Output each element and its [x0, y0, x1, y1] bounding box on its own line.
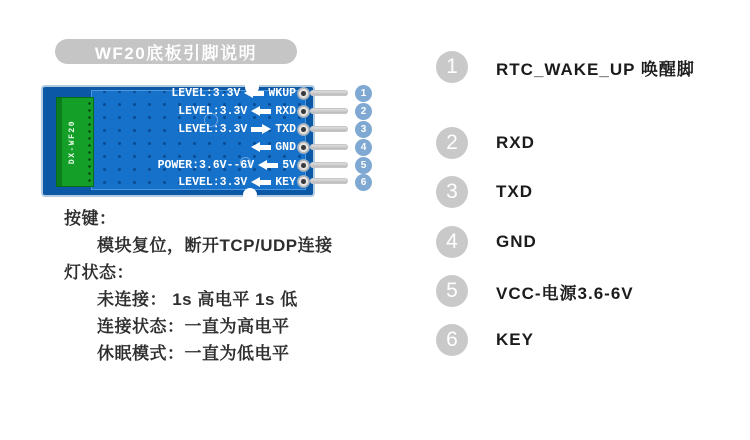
pin-number-badge-blue: 3 [355, 121, 372, 138]
arrow-left-icon [251, 177, 271, 187]
arrow-left-icon [258, 160, 278, 170]
silk-pin-name: KEY [275, 175, 296, 189]
arrow-left-icon [244, 88, 264, 98]
button-title: 按键： [64, 209, 117, 228]
pin-lead [310, 162, 348, 168]
pin-number-badge-blue: 2 [355, 103, 372, 120]
pin-list-item-4 [436, 226, 537, 258]
module-connector [56, 97, 94, 187]
led-status-title: 灯状态： [64, 263, 134, 282]
pcb-module-illustration [43, 87, 388, 199]
pin-lead [310, 90, 348, 96]
pin-number-badge-blue: 5 [355, 157, 372, 174]
arrow-left-icon [251, 142, 271, 152]
silk-row-rxd [178, 104, 296, 118]
silk-level-text: LEVEL:3.3V [171, 86, 241, 100]
arrow-left-icon [251, 106, 271, 116]
pin-number-badge: 3 [436, 176, 468, 208]
pin-list-item-1 [436, 51, 695, 83]
pin-number-badge-blue: 1 [355, 85, 372, 102]
pin-description: KEY [496, 330, 534, 349]
pin-number-badge: 2 [436, 127, 468, 159]
silk-level-text: LEVEL:3.3V [178, 104, 248, 118]
silk-row-txd [178, 122, 296, 136]
pin-list-item-2 [436, 127, 535, 159]
pin-lead [310, 126, 348, 132]
pin-description: RXD [496, 133, 535, 152]
pin-description: VCC-电源3.6-6V [496, 283, 634, 303]
title-text: WF20底板引脚说明 [94, 44, 258, 63]
pin-description: GND [496, 232, 537, 251]
silk-pin-name: 5V [282, 158, 296, 172]
arrow-right-icon [251, 124, 271, 134]
silk-level-text: LEVEL:3.3V [178, 122, 248, 136]
pin-list-item-5 [436, 275, 634, 307]
pin-number-badge: 1 [436, 51, 468, 83]
through-hole-pad [297, 159, 310, 172]
through-hole-pad [297, 175, 310, 188]
notes-section [64, 205, 394, 367]
through-hole-pad [297, 123, 310, 136]
silk-row-wkup [171, 86, 296, 100]
pin-description: TXD [496, 182, 533, 201]
button-description: 模块复位，断开TCP/UDP连接 [97, 236, 333, 255]
silk-pin-name: RXD [275, 104, 296, 118]
pin-description: RTC_WAKE_UP 唤醒脚 [496, 59, 695, 79]
through-hole-pad [297, 87, 310, 100]
title-banner [55, 39, 297, 64]
pin-number-badge: 4 [436, 226, 468, 258]
silk-pin-name: GND [275, 140, 296, 154]
through-hole-pad [297, 105, 310, 118]
through-hole-pad [297, 141, 310, 154]
pin-number-badge-blue: 6 [355, 174, 372, 191]
pin-lead [310, 108, 348, 114]
silk-pin-name: WKUP [268, 86, 296, 100]
silk-row-5v [158, 158, 296, 172]
silk-level-text: POWER:3.6V--6V [157, 158, 255, 172]
silk-row-gnd [247, 140, 296, 154]
led-state-connected: 连接状态：一直为高电平 [97, 317, 290, 336]
silk-level-text: LEVEL:3.3V [178, 175, 248, 189]
pin-number-badge: 6 [436, 324, 468, 356]
silk-row-key [178, 175, 296, 189]
pin-number-badge: 5 [436, 275, 468, 307]
pin-lead [310, 144, 348, 150]
board-notch-bottom [243, 188, 257, 197]
led-state-disconnected: 未连接： 1s 高电平 1s 低 [97, 290, 298, 309]
pin-lead [310, 178, 348, 184]
pin-list-item-3 [436, 176, 533, 208]
led-state-sleep: 休眠模式：一直为低电平 [97, 344, 290, 363]
module-label: DX-WF20 [67, 119, 77, 165]
silk-pin-name: TXD [275, 122, 296, 136]
pin-number-badge-blue: 4 [355, 139, 372, 156]
pin-list-item-6 [436, 324, 534, 356]
